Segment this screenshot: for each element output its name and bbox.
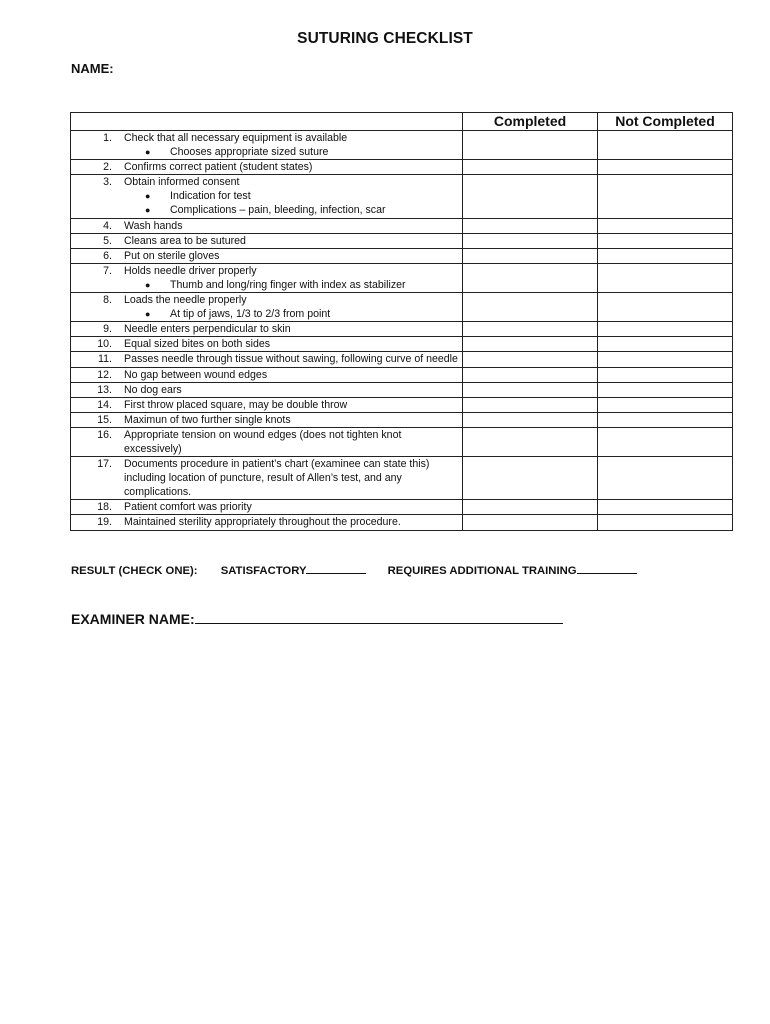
checklist-item: [71, 322, 462, 336]
not-completed-checkbox-cell[interactable]: [598, 248, 733, 263]
option-satisfactory-label: SATISFACTORY: [220, 565, 307, 577]
completed-checkbox-cell[interactable]: [463, 322, 598, 337]
checklist-item-number: 17.: [97, 458, 112, 471]
table-row: [71, 367, 733, 382]
checklist-item-number: 3.: [103, 176, 112, 189]
table-row: [71, 263, 733, 292]
checklist-item-cell: [71, 160, 463, 175]
checklist-item-text: Maximun of two further single knots: [124, 413, 291, 426]
checklist-item-number: 2.: [103, 161, 112, 174]
checklist-subitem: [71, 278, 462, 292]
not-completed-checkbox-cell[interactable]: [598, 175, 733, 218]
not-completed-checkbox-cell[interactable]: [598, 293, 733, 322]
name-label: NAME:: [71, 61, 114, 76]
result-line: [71, 563, 655, 577]
table-header-row: [71, 113, 733, 131]
checklist-item-cell: [71, 293, 463, 322]
page-title: SUTURING CHECKLIST: [297, 30, 473, 47]
completed-checkbox-cell[interactable]: [463, 233, 598, 248]
completed-checkbox-cell[interactable]: [463, 352, 598, 367]
checklist-item-number: 10.: [97, 338, 112, 351]
checklist-subitem-text: Complications – pain, bleeding, infection, scar: [170, 204, 386, 217]
examiner-line: [71, 611, 563, 627]
not-completed-checkbox-cell[interactable]: [598, 322, 733, 337]
not-completed-checkbox-cell[interactable]: [598, 457, 733, 500]
checklist-subitem-text: Indication for test: [170, 190, 251, 203]
checklist-item-number: 7.: [103, 264, 112, 277]
header-not-completed: Not Completed: [598, 113, 733, 131]
table-row: [71, 248, 733, 263]
not-completed-checkbox-cell[interactable]: [598, 352, 733, 367]
checklist-item-text: Maintained sterility appropriately throughout the procedure.: [124, 516, 401, 529]
checklist-item: [71, 383, 462, 397]
not-completed-checkbox-cell[interactable]: [598, 337, 733, 352]
checklist-item-cell: [71, 412, 463, 427]
not-completed-checkbox-cell[interactable]: [598, 397, 733, 412]
checklist-item-number: 14.: [97, 398, 112, 411]
table-row: [71, 515, 733, 530]
checklist-item-number: 18.: [97, 501, 112, 514]
checklist-item-text: Passes needle through tissue without sawing, following curve of needle: [124, 353, 458, 366]
header-completed: Completed: [463, 113, 598, 131]
checklist-item: [71, 160, 462, 174]
completed-checkbox-cell[interactable]: [463, 337, 598, 352]
bullet-icon: ●: [145, 309, 151, 320]
checklist-item: [71, 234, 462, 248]
checklist-subitem-text: Chooses appropriate sized suture: [170, 146, 329, 159]
checklist-item-number: 1.: [103, 132, 112, 144]
checklist-item: [71, 249, 462, 263]
completed-checkbox-cell[interactable]: [463, 367, 598, 382]
completed-checkbox-cell[interactable]: [463, 131, 598, 160]
checklist-item-cell: [71, 515, 463, 530]
checklist-item: [71, 175, 462, 189]
checklist-item-cell: [71, 218, 463, 233]
checklist-item-number: 5.: [103, 234, 112, 247]
completed-checkbox-cell[interactable]: [463, 263, 598, 292]
checklist-item-cell: [71, 500, 463, 515]
completed-checkbox-cell[interactable]: [463, 218, 598, 233]
checklist-subitem: [71, 145, 462, 159]
table-row: [71, 457, 733, 500]
examiner-label: EXAMINER NAME:: [71, 611, 195, 627]
completed-checkbox-cell[interactable]: [463, 382, 598, 397]
checklist-item-cell: [71, 263, 463, 292]
table-row: [71, 337, 733, 352]
checklist-item-number: 19.: [97, 516, 112, 529]
checklist-item-cell: [71, 367, 463, 382]
completed-checkbox-cell[interactable]: [463, 427, 598, 456]
checklist-subitem-text: Thumb and long/ring finger with index as stabilizer: [170, 278, 406, 291]
checklist-subitem-text: At tip of jaws, 1/3 to 2/3 from point: [170, 308, 331, 321]
checklist-item: [71, 413, 462, 427]
not-completed-checkbox-cell[interactable]: [598, 412, 733, 427]
checklist-item-text: Put on sterile gloves: [124, 249, 220, 262]
checklist-item-cell: [71, 131, 463, 160]
checklist-item: [71, 337, 462, 351]
not-completed-checkbox-cell[interactable]: [598, 233, 733, 248]
checklist-item-number: 4.: [103, 219, 112, 232]
checklist-item-text: Holds needle driver properly: [124, 264, 257, 277]
option-requires-additional-training[interactable]: [388, 563, 637, 577]
checklist-table: [70, 112, 733, 531]
checklist-subitem: [71, 189, 462, 203]
checklist-item-text: Check that all necessary equipment is available: [124, 132, 348, 144]
checklist-item-cell: [71, 175, 463, 218]
checklist-item-cell: [71, 382, 463, 397]
checklist-item: [71, 368, 462, 382]
table-row: [71, 218, 733, 233]
checklist-item: [71, 515, 462, 529]
header-item: [71, 113, 463, 131]
table-row: [71, 397, 733, 412]
not-completed-checkbox-cell[interactable]: [598, 131, 733, 160]
checklist-item-text: Patient comfort was priority: [124, 501, 252, 514]
bullet-icon: ●: [145, 147, 151, 158]
table-row: [71, 382, 733, 397]
not-completed-checkbox-cell[interactable]: [598, 427, 733, 456]
completed-checkbox-cell[interactable]: [463, 515, 598, 530]
option-satisfactory[interactable]: [221, 563, 367, 577]
checklist-item-number: 15.: [97, 413, 112, 426]
checklist-item-text: Needle enters perpendicular to skin: [124, 323, 291, 336]
completed-checkbox-cell[interactable]: [463, 397, 598, 412]
checklist-item: [71, 219, 462, 233]
checklist-item: [71, 398, 462, 412]
checklist-item: [71, 428, 462, 456]
checklist-item-number: 13.: [97, 383, 112, 396]
checklist-item-number: 16.: [97, 428, 112, 441]
bullet-icon: ●: [145, 205, 151, 216]
checklist-item-cell: [71, 457, 463, 500]
satisfactory-blank[interactable]: [306, 563, 366, 574]
table-row: [71, 322, 733, 337]
checklist-item-text: Confirms correct patient (student states): [124, 161, 313, 174]
completed-checkbox-cell[interactable]: [463, 293, 598, 322]
checklist-item-text: Documents procedure in patient’s chart (examinee can state this) including location of puncture, result of Allen’s test, and any complications.: [124, 458, 430, 499]
completed-checkbox-cell[interactable]: [463, 457, 598, 500]
not-completed-checkbox-cell[interactable]: [598, 500, 733, 515]
checklist-item: [71, 457, 462, 499]
table-row: [71, 352, 733, 367]
checklist-item: [71, 293, 462, 307]
checklist-item-cell: [71, 427, 463, 456]
completed-checkbox-cell[interactable]: [463, 175, 598, 218]
not-completed-checkbox-cell[interactable]: [598, 160, 733, 175]
checklist-item: [71, 500, 462, 514]
table-row: [71, 160, 733, 175]
bullet-icon: ●: [145, 279, 151, 290]
checklist-item: [71, 352, 462, 366]
bullet-icon: ●: [145, 191, 151, 202]
table-row: [71, 293, 733, 322]
checklist-item-number: 8.: [103, 294, 112, 307]
table-row: [71, 233, 733, 248]
checklist-item-text: Appropriate tension on wound edges (does not tighten knot excessively): [124, 428, 402, 455]
checklist-item: [71, 264, 462, 278]
checklist-item-text: No gap between wound edges: [124, 368, 268, 381]
not-completed-checkbox-cell[interactable]: [598, 382, 733, 397]
checklist-item-cell: [71, 352, 463, 367]
checklist-item-text: Loads the needle properly: [124, 294, 247, 307]
checklist-item-text: Wash hands: [124, 219, 183, 232]
checklist-item-text: First throw placed square, may be double throw: [124, 398, 348, 411]
checklist-item-cell: [71, 248, 463, 263]
completed-checkbox-cell[interactable]: [463, 160, 598, 175]
table-row: [71, 412, 733, 427]
checklist-subitem: [71, 203, 462, 217]
checklist-item-number: 12.: [97, 368, 112, 381]
checklist-item-text: No dog ears: [124, 383, 182, 396]
checklist-item-number: 9.: [103, 323, 112, 336]
not-completed-checkbox-cell[interactable]: [598, 218, 733, 233]
completed-checkbox-cell[interactable]: [463, 248, 598, 263]
table-row: [71, 427, 733, 456]
checklist-item-cell: [71, 397, 463, 412]
not-completed-checkbox-cell[interactable]: [598, 515, 733, 530]
checklist-item-cell: [71, 233, 463, 248]
table-row: [71, 131, 733, 160]
option-requires-training-label: REQUIRES ADDITIONAL TRAINING: [387, 565, 577, 577]
checklist-item-text: Cleans area to be sutured: [124, 234, 246, 247]
checklist-item-text: Obtain informed consent: [124, 176, 240, 189]
result-label: RESULT (CHECK ONE):: [71, 565, 198, 577]
requires-training-blank[interactable]: [577, 563, 637, 574]
not-completed-checkbox-cell[interactable]: [598, 367, 733, 382]
table-row: [71, 500, 733, 515]
checklist-item-number: 6.: [103, 249, 112, 262]
completed-checkbox-cell[interactable]: [463, 500, 598, 515]
checklist-item-cell: [71, 337, 463, 352]
completed-checkbox-cell[interactable]: [463, 412, 598, 427]
checklist-item-text: Equal sized bites on both sides: [124, 338, 271, 351]
checklist-subitem: [71, 307, 462, 321]
checklist-item-number: 11.: [98, 353, 112, 366]
checklist-item-cell: [71, 322, 463, 337]
checklist-item: [71, 131, 462, 145]
table-row: [71, 175, 733, 218]
not-completed-checkbox-cell[interactable]: [598, 263, 733, 292]
examiner-name-field[interactable]: [195, 611, 563, 624]
